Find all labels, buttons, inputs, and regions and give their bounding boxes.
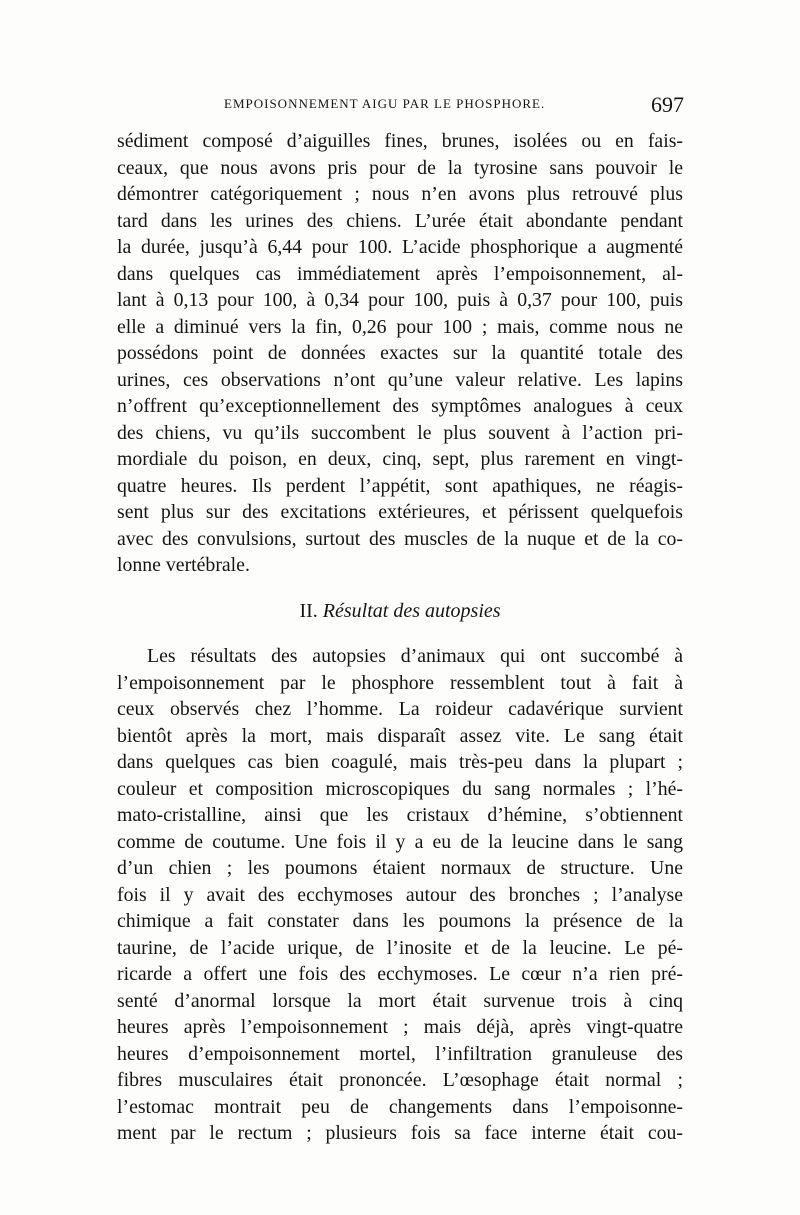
paragraph-continued bbox=[117, 128, 683, 579]
text-line: urines, ces observations n’ont qu’une valeur relative. Les lapins bbox=[117, 368, 683, 391]
text-line: sédiment composé d’aiguilles fines, brunes, isolées ou en fais- bbox=[117, 130, 683, 152]
text-line: mordiale du poison, en deux, cinq, sept, plus rarement en vingt- bbox=[117, 448, 683, 470]
text-line: senté d’anormal lorsque la mort était survenue trois à cinq bbox=[117, 989, 683, 1012]
text-line: taurine, de l’acide urique, de l’inosite et de la leucine. Le pé- bbox=[117, 936, 683, 959]
text-line: heures d’empoisonnement mortel, l’infiltration granuleuse des bbox=[117, 1042, 683, 1065]
text-line: ceux observés chez l’homme. La roideur cadavérique survient bbox=[117, 698, 683, 720]
text-line: fibres musculaires était prononcée. L’œsophage était normal ; bbox=[117, 1069, 683, 1091]
text-line: tard dans les urines des chiens. L’urée était abondante pendant bbox=[117, 209, 683, 232]
text-line: la durée, jusqu’à 6,44 pour 100. L’acide phosphorique a augmenté bbox=[117, 236, 683, 258]
section-number: II. bbox=[299, 600, 318, 622]
text-line: lonne vertébrale. bbox=[117, 554, 250, 576]
text-line: elle a diminué vers la fin, 0,26 pour 100 ; mais, comme nous ne bbox=[117, 315, 683, 338]
text-line: d’un chien ; les poumons étaient normaux de structure. Une bbox=[117, 857, 683, 879]
text-line: des chiens, vu qu’ils succombent le plus souvent à l’action pri- bbox=[117, 421, 683, 444]
section-heading bbox=[117, 598, 683, 624]
text-line: l’empoisonnement par le phosphore ressemblent tout à fait à bbox=[117, 671, 683, 694]
text-line: comme de coutume. Une fois il y a eu de la leucine dans le sang bbox=[117, 830, 683, 853]
text-line: quatre heures. Ils perdent l’appétit, sont apathiques, ne réagis- bbox=[117, 474, 683, 497]
text-line: ceaux, que nous avons pris pour de la tyrosine sans pouvoir le bbox=[117, 156, 683, 179]
text-line: fois il y avait des ecchymoses autour des bronches ; l’analyse bbox=[117, 883, 683, 906]
text-line: couleur et composition microscopiques du sang normales ; l’hé- bbox=[117, 777, 683, 800]
text-line: démontrer catégoriquement ; nous n’en avons plus retrouvé plus bbox=[117, 183, 683, 205]
text-line: dans quelques cas immédiatement après l’empoisonnement, al- bbox=[117, 262, 683, 285]
text-line: possédons point de données exactes sur la quantité totale des bbox=[117, 342, 683, 364]
section-title: Résultat des autopsies bbox=[322, 600, 501, 622]
text-line: bientôt après la mort, mais disparaît assez vite. Le sang était bbox=[117, 724, 683, 747]
page-number: 697 bbox=[651, 92, 684, 117]
text-line: sent plus sur des excitations extérieures, et périssent quelquefois bbox=[117, 501, 683, 523]
text-line: dans quelques cas bien coagulé, mais très-peu dans la plupart ; bbox=[117, 751, 683, 773]
text-line: l’estomac montrait peu de changements dans l’empoisonne- bbox=[117, 1095, 683, 1118]
running-head bbox=[224, 92, 684, 118]
text-line: lant à 0,13 pour 100, à 0,34 pour 100, puis à 0,37 pour 100, puis bbox=[117, 289, 683, 311]
text-line: ricarde a offert une fois des ecchymoses. Le cœur n’a rien pré- bbox=[117, 963, 683, 985]
text-line: avec des convulsions, surtout des muscles de la nuque et de la co- bbox=[117, 527, 683, 550]
running-title: EMPOISONNEMENT AIGU PAR LE PHOSPHORE. bbox=[224, 96, 546, 111]
text-line: ment par le rectum ; plusieurs fois sa face interne était cou- bbox=[117, 1122, 683, 1144]
text-line: mato-cristalline, ainsi que les cristaux d’hémine, s’obtiennent bbox=[117, 804, 683, 826]
text-line: n’offrent qu’exceptionnellement des symptômes analogues à ceux bbox=[117, 395, 683, 417]
text-line: Les résultats des autopsies d’animaux qui ont succombé à bbox=[147, 645, 683, 667]
paragraph-autopsies bbox=[117, 643, 683, 1147]
text-line: heures après l’empoisonnement ; mais déjà, après vingt-quatre bbox=[117, 1016, 683, 1038]
text-line: chimique a fait constater dans les poumons la présence de la bbox=[117, 910, 683, 932]
